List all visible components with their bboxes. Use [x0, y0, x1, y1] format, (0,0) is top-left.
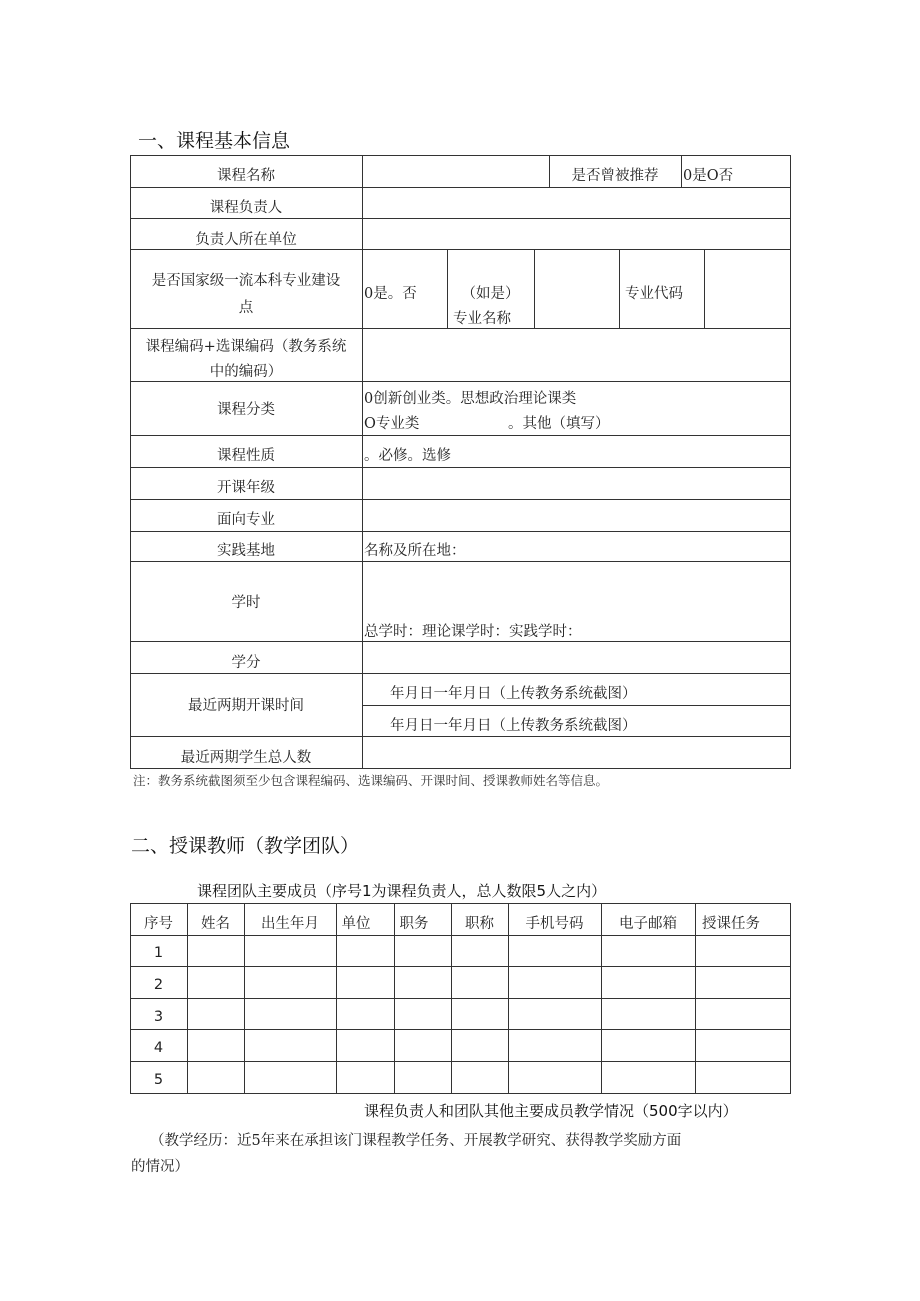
leader-unit-label: 负责人所在单位: [195, 232, 297, 248]
header-task: 授课任务: [702, 916, 760, 932]
row-number: 1: [153, 945, 164, 961]
major-label: 面向专业: [217, 512, 275, 528]
period-2[interactable]: 年月日一年月日（上传教务系统截图）: [390, 718, 637, 734]
teaching-info-desc-line1: （教学经历：近5年来在承担该门课程教学任务、开展教学研究、获得教学奖励方面: [150, 1133, 682, 1149]
header-no: 序号: [144, 916, 173, 932]
periods-label: 最近两期开课时间: [188, 698, 304, 714]
leader-unit-field[interactable]: [364, 220, 789, 248]
nature-options[interactable]: 。必修。选修: [364, 448, 451, 464]
nature-label: 课程性质: [217, 448, 275, 464]
row-number: 2: [153, 977, 164, 993]
grade-field[interactable]: [364, 469, 789, 498]
section2-title: 二、授课教师（教学团队）: [131, 835, 360, 857]
students-label: 最近两期学生总人数: [180, 750, 312, 766]
category-label: 课程分类: [217, 402, 275, 418]
grade-label: 开课年级: [217, 480, 275, 496]
course-code-label-line2: 中的编码）: [209, 364, 283, 380]
hours-label: 学时: [231, 595, 261, 611]
category-options-other[interactable]: 。其他（填写）: [508, 416, 610, 432]
screenshot-note: 注：教务系统截图须至少包含课程编码、选课编码、开课时间、授课教师姓名等信息。: [133, 773, 609, 788]
header-phone: 手机号码: [525, 916, 584, 932]
category-options-line1[interactable]: 0创新创业类。思想政治理论课类: [364, 391, 577, 407]
header-name: 姓名: [201, 916, 230, 932]
national-major-options[interactable]: 0是。否: [364, 286, 417, 302]
course-code-label-line1: 课程编码+选课编码（教务系统: [145, 339, 347, 355]
if-yes-label: （如是）: [461, 286, 520, 302]
course-name-field[interactable]: [364, 157, 548, 186]
teaching-info-title: 课程负责人和团队其他主要成员教学情况（500字以内）: [364, 1102, 738, 1120]
header-unit: 单位: [341, 916, 371, 932]
row-number: 3: [153, 1009, 164, 1025]
team-table-caption: 课程团队主要成员（序号1为课程负责人，总人数限5人之内）: [197, 882, 607, 900]
course-name-label: 课程名称: [217, 168, 275, 184]
section1-title: 一、课程基本信息: [138, 130, 291, 152]
period-1[interactable]: 年月日一年月日（上传教务系统截图）: [390, 686, 637, 702]
students-field[interactable]: [364, 738, 789, 767]
major-code-field[interactable]: [706, 251, 789, 327]
national-major-label-line2: 点: [238, 300, 254, 316]
recommended-options[interactable]: 0是O否: [683, 168, 734, 184]
credit-field[interactable]: [364, 643, 789, 672]
recommended-label: 是否曾被推荐: [571, 168, 659, 184]
category-options-major[interactable]: O专业类: [364, 416, 420, 432]
leader-field[interactable]: [364, 189, 789, 217]
major-name-field[interactable]: [536, 251, 618, 327]
base-value[interactable]: 名称及所在地：: [364, 543, 466, 559]
leader-label: 课程负责人: [209, 200, 283, 216]
row-number: 5: [153, 1072, 164, 1088]
credit-label: 学分: [231, 655, 261, 671]
header-email: 电子邮箱: [619, 916, 677, 932]
base-label: 实践基地: [217, 543, 275, 559]
header-title: 职称: [465, 916, 494, 932]
national-major-label-line1: 是否国家级一流本科专业建设: [151, 273, 341, 289]
major-code-label: 专业代码: [625, 286, 683, 302]
header-birth: 出生年月: [261, 916, 319, 932]
header-position: 职务: [399, 916, 429, 932]
row-number: 4: [153, 1040, 164, 1056]
major-name-label: 专业名称: [453, 311, 511, 327]
teaching-info-desc-line2: 的情况）: [131, 1159, 189, 1175]
hours-value[interactable]: 总学时：理论课学时：实践学时：: [364, 624, 582, 640]
major-field[interactable]: [364, 501, 789, 530]
course-code-field[interactable]: [364, 330, 789, 380]
